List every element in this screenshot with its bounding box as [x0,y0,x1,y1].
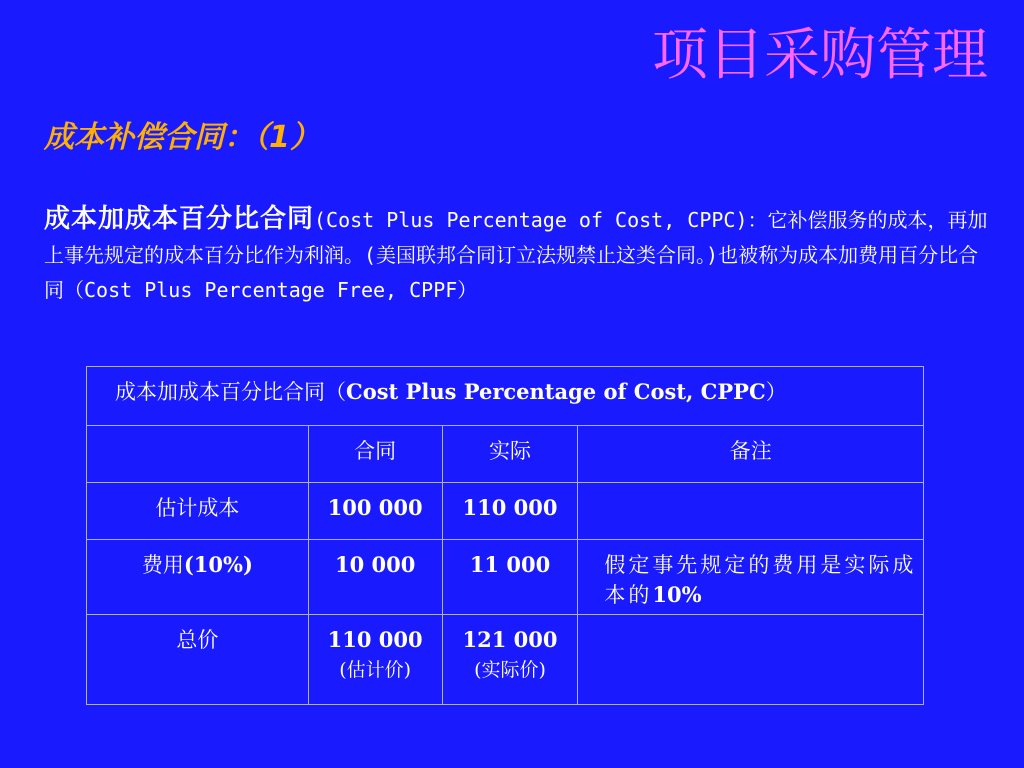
column-header-blank [87,426,309,483]
table-header-close: ） [765,380,787,404]
row-label [87,540,309,615]
note-cell [578,540,924,615]
table-header-cell [87,367,924,426]
actual-total: 121 000 [462,627,558,652]
table-header-en: Cost Plus Percentage of Cost, CPPC [346,379,766,404]
contract-value [308,615,442,705]
row-label-suffix: (10%) [183,552,253,577]
definition-text: (Cost Plus Percentage of Cost, CPPC)：它补偿服务的成本，再加上事先规定的成本百分比作为利润。(美国联邦合同订立法规禁止这类合同。)也被称为成本加费用百分比合同（Cost Plus Percentage Free, CPPF） [44,208,988,302]
column-header-contract: 合同 [308,426,442,483]
actual-value [442,615,578,705]
cppc-table [86,366,924,705]
slide-subtitle: 成本补偿合同：（1） [44,120,320,155]
definition-paragraph [44,202,994,308]
actual-value: 110 000 [442,483,578,540]
row-label: 总价 [87,615,309,705]
note-cell [578,615,924,705]
actual-value: 11 000 [442,540,578,615]
contract-total-note: (估计价) [339,659,412,681]
table-row [87,540,924,615]
definition-term: 成本加成本百分比合同 [44,204,315,234]
table-row [87,615,924,705]
contract-total: 110 000 [327,627,423,652]
table-column-row [87,426,924,483]
contract-value: 10 000 [308,540,442,615]
table-header-row [87,367,924,426]
actual-total-note: (实际价) [474,659,546,681]
note-text: 假定事先规定的费用是实际成本的 [604,553,917,607]
column-header-actual: 实际 [442,426,578,483]
row-label: 估计成本 [87,483,309,540]
note-percent: 10% [652,582,702,607]
note-cell [578,483,924,540]
table-header-cn: 成本加成本百分比合同（ [115,380,346,404]
contract-value: 100 000 [308,483,442,540]
column-header-note: 备注 [578,426,924,483]
slide-title: 项目采购管理 [652,23,988,88]
table-row [87,483,924,540]
row-label-text: 费用 [141,553,184,577]
